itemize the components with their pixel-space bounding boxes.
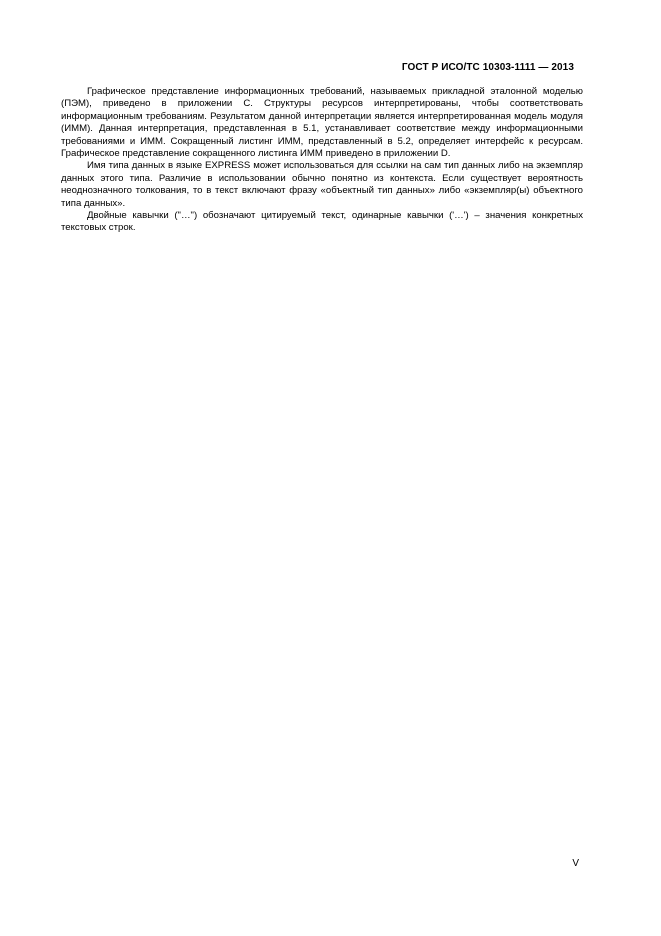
paragraph: Имя типа данных в языке EXPRESS может использоваться для ссылки на сам тип данных либо на экземпляр данных этого типа. Различие в использовании обычно понятно из контекста. Если существует вероятность неоднозначного толкования, то в текст включают фразу «объектный тип данных» либо «экземпляр(ы) объектного типа данных». [61,160,583,209]
page-number: V [572,858,579,869]
document-body [61,86,583,235]
document-header: ГОСТ Р ИСО/ТС 10303-1111 — 2013 [401,62,574,73]
paragraph: Графическое представление информационных требований, называемых прикладной эталонной моделью (ПЭМ), приведено в приложении С. Структуры ресурсов интерпретированы, чтобы соответствовать информационным требованиям. Результатом данной интерпретации является интерпретированная модель модуля (ИММ). Данная интерпретация, представленная в 5.1, устанавливает соответствие между информационными требованиями и ИММ. Сокращенный листинг ИММ, представленный в 5.2, определяет интерфейс к ресурсам. Графическое представление сокращенного листинга ИММ приведено в приложении D. [61,86,583,160]
paragraph: Двойные кавычки ("…") обозначают цитируемый текст, одинарные кавычки ('…') – значения конкретных текстовых строк. [61,210,583,234]
